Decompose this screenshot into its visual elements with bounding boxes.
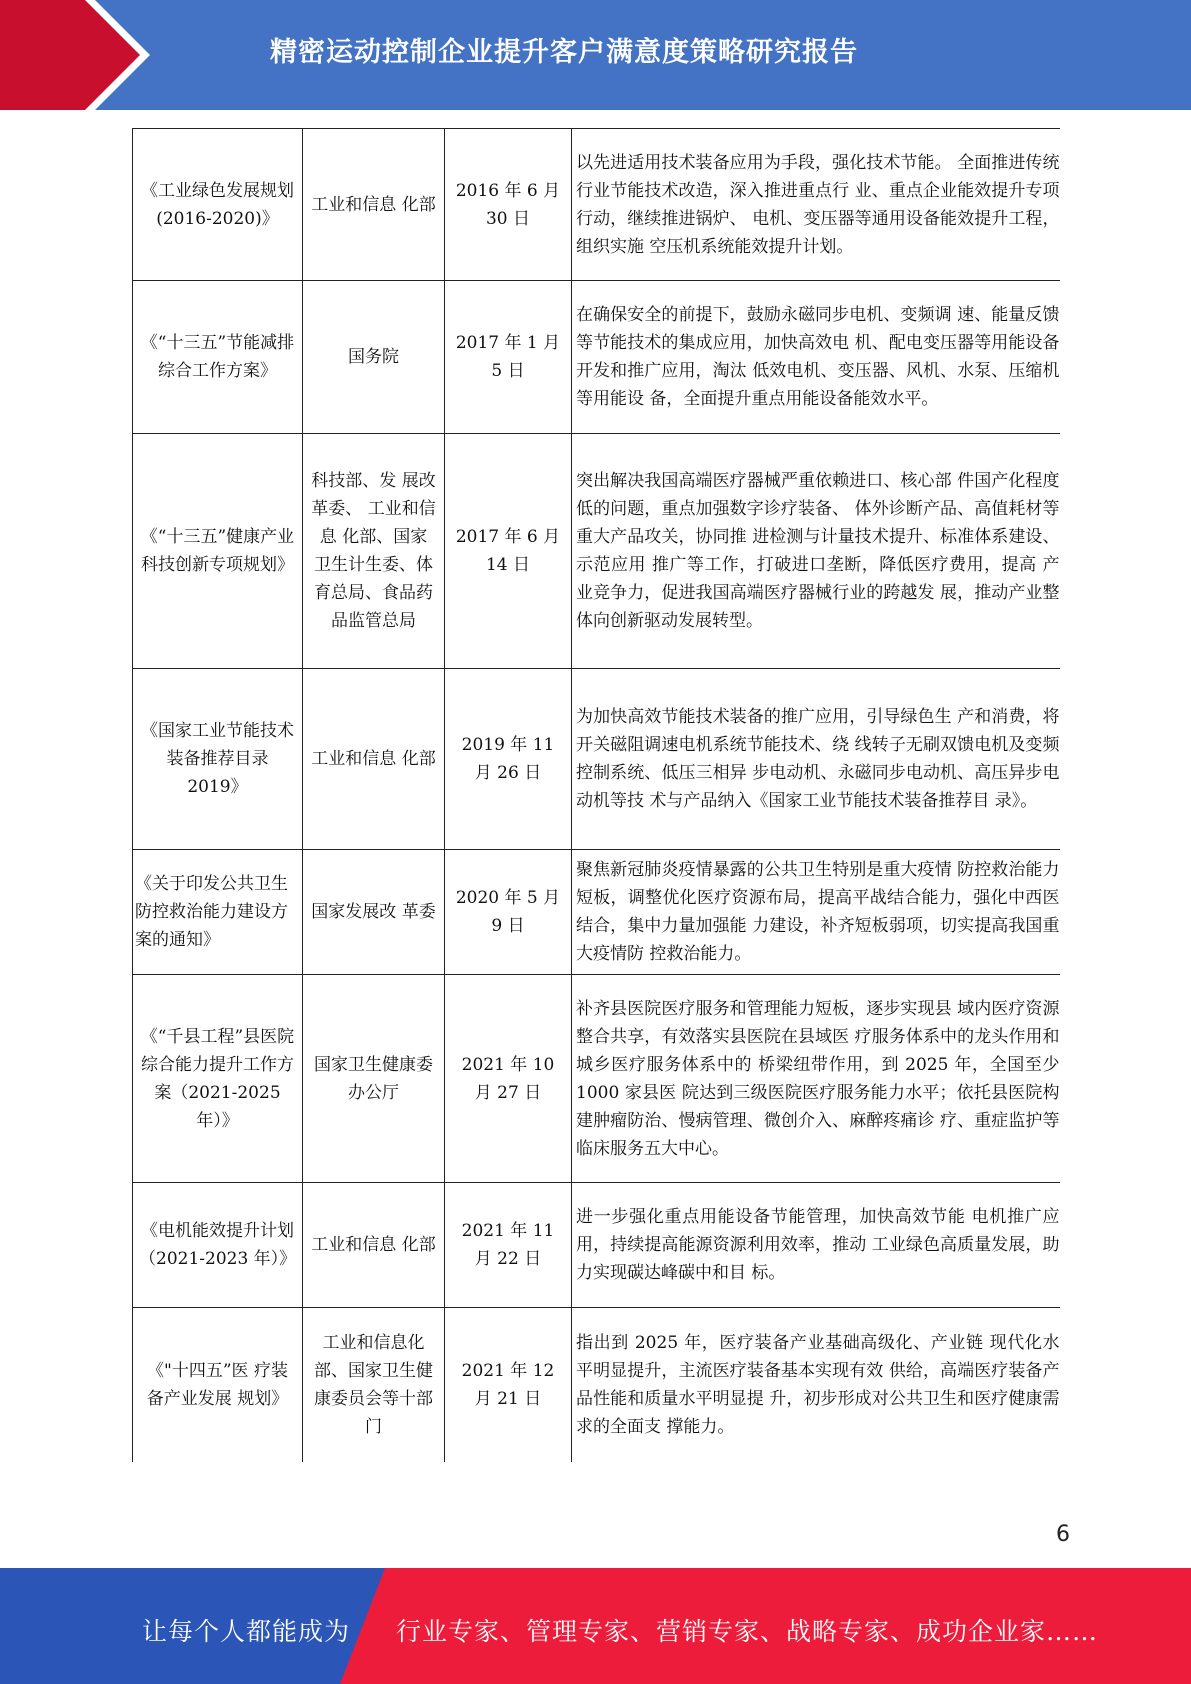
- policy-department: 工业和信息 化部: [303, 129, 445, 281]
- policy-name: 《“千县工程”县医院综合能力提升工作方案（2021-2025 年）》: [133, 975, 303, 1183]
- page-title: 精密运动控制企业提升客户满意度策略研究报告: [270, 37, 858, 68]
- footer-slogan-lead: 让每个人都能成为: [142, 1617, 351, 1646]
- policy-department: 工业和信息化部、国家卫生健康委员会等十部门: [303, 1308, 445, 1462]
- policy-department: 工业和信息 化部: [303, 669, 445, 850]
- policy-description: 进一步强化重点用能设备节能管理，加快高效节能 电机推广应用，持续提高能源资源利用效率，推动 工业绿色高质量发展，助力实现碳达峰碳中和目 标。: [572, 1183, 1060, 1308]
- table-row: [133, 129, 1060, 281]
- table-row: [133, 281, 1060, 434]
- policy-name: 《"十四五”医 疗装备产业发展 规划》: [133, 1308, 303, 1462]
- policy-date: 2019 年 11 月 26 日: [445, 669, 572, 850]
- table-row: [133, 975, 1060, 1183]
- page-number: 6: [1056, 1522, 1070, 1547]
- policy-date: 2017 年 6 月 14 日: [445, 434, 572, 669]
- policy-date: 2020 年 5 月 9 日: [445, 850, 572, 975]
- policy-name: 《工业绿色发展规划(2016-2020)》: [133, 129, 303, 281]
- policy-description: 补齐县医院医疗服务和管理能力短板，逐步实现县 域内医疗资源整合共享，有效落实县医院在县域医 疗服务体系中的龙头作用和城乡医疗服务体系中的 桥梁纽带作用，到 2025 年，全国至少 1000 家县医 院达到三级医院医疗服务能力水平；依托县医院构 建肿瘤防治、慢病管理、微创介入、麻醉疼痛诊 疗、重症监护等临床服务五大中心。: [572, 975, 1060, 1183]
- policy-name: 《电机能效提升计划（2021-2023 年）》: [133, 1183, 303, 1308]
- policy-department: 科技部、发 展改革委、 工业和信息 化部、国家 卫生计生委、体育总局、食品药 品监管总局: [303, 434, 445, 669]
- policy-department: 工业和信息 化部: [303, 1183, 445, 1308]
- policy-department: 国家发展改 革委: [303, 850, 445, 975]
- table-row: [133, 669, 1060, 850]
- footer-slogan-roles: 行业专家、管理专家、营销专家、战略专家、成功企业家……: [396, 1617, 1099, 1646]
- table-row: [133, 1183, 1060, 1308]
- policy-date: 2016 年 6 月 30 日: [445, 129, 572, 281]
- policy-date: 2017 年 1 月 5 日: [445, 281, 572, 434]
- policy-date: 2021 年 10 月 27 日: [445, 975, 572, 1183]
- policy-date: 2021 年 11 月 22 日: [445, 1183, 572, 1308]
- policy-department: 国务院: [303, 281, 445, 434]
- policy-table: [132, 128, 1059, 1462]
- policy-description: 以先进适用技术装备应用为手段，强化技术节能。 全面推进传统行业节能技术改造，深入推进重点行 业、重点企业能效提升专项行动，继续推进锅炉、 电机、变压器等通用设备能效提升工程，组织实施 空压机系统能效提升计划。: [572, 129, 1060, 281]
- policy-description: 为加快高效节能技术装备的推广应用，引导绿色生 产和消费，将开关磁阻调速电机系统节能技术、绕 线转子无刷双馈电机及变频控制系统、低压三相异 步电动机、永磁同步电动机、高压异步电动机等技 术与产品纳入《国家工业节能技术装备推荐目 录》。: [572, 669, 1060, 850]
- policy-description: 突出解决我国高端医疗器械严重依赖进口、核心部 件国产化程度低的问题，重点加强数字诊疗装备、 体外诊断产品、高值耗材等重大产品攻关，协同推 进检测与计量技术提升、标准体系建设、示范应用 推广等工作，打破进口垄断，降低医疗费用，提高 产业竞争力，促进我国高端医疗器械行业的跨越发 展，推动产业整体向创新驱动发展转型。: [572, 434, 1060, 669]
- policy-department: 国家卫生健康委办公厅: [303, 975, 445, 1183]
- policy-date: 2021 年 12 月 21 日: [445, 1308, 572, 1462]
- policy-description: 聚焦新冠肺炎疫情暴露的公共卫生特别是重大疫情 防控救治能力短板，调整优化医疗资源布局，提高平战结合能力，强化中西医结合，集中力量加强能 力建设，补齐短板弱项，切实提高我国重大疫情防 控救治能力。: [572, 850, 1060, 975]
- table-row: [133, 850, 1060, 975]
- policy-name: 《“十三五”节能减排综合工作方案》: [133, 281, 303, 434]
- policy-description: 指出到 2025 年，医疗装备产业基础高级化、产业链 现代化水平明显提升，主流医疗装备基本实现有效 供给，高端医疗装备产品性能和质量水平明显提 升，初步形成对公共卫生和医疗健康需求的全面支 撑能力。: [572, 1308, 1060, 1462]
- policy-description: 在确保安全的前提下，鼓励永磁同步电机、变频调 速、能量反馈等节能技术的集成应用，加快高效电 机、配电变压器等用能设备开发和推广应用，淘汰 低效电机、变压器、风机、水泵、压缩机等用能设 备，全面提升重点用能设备能效水平。: [572, 281, 1060, 434]
- policy-name: 《“十三五”健康产业科技创新专项规划》: [133, 434, 303, 669]
- table-row: [133, 434, 1060, 669]
- policy-name: 《关于印发公共卫生防控救治能力建设方案的通知》: [133, 850, 303, 975]
- table-row: [133, 1308, 1060, 1462]
- policy-name: 《国家工业节能技术装备推荐目录 2019》: [133, 669, 303, 850]
